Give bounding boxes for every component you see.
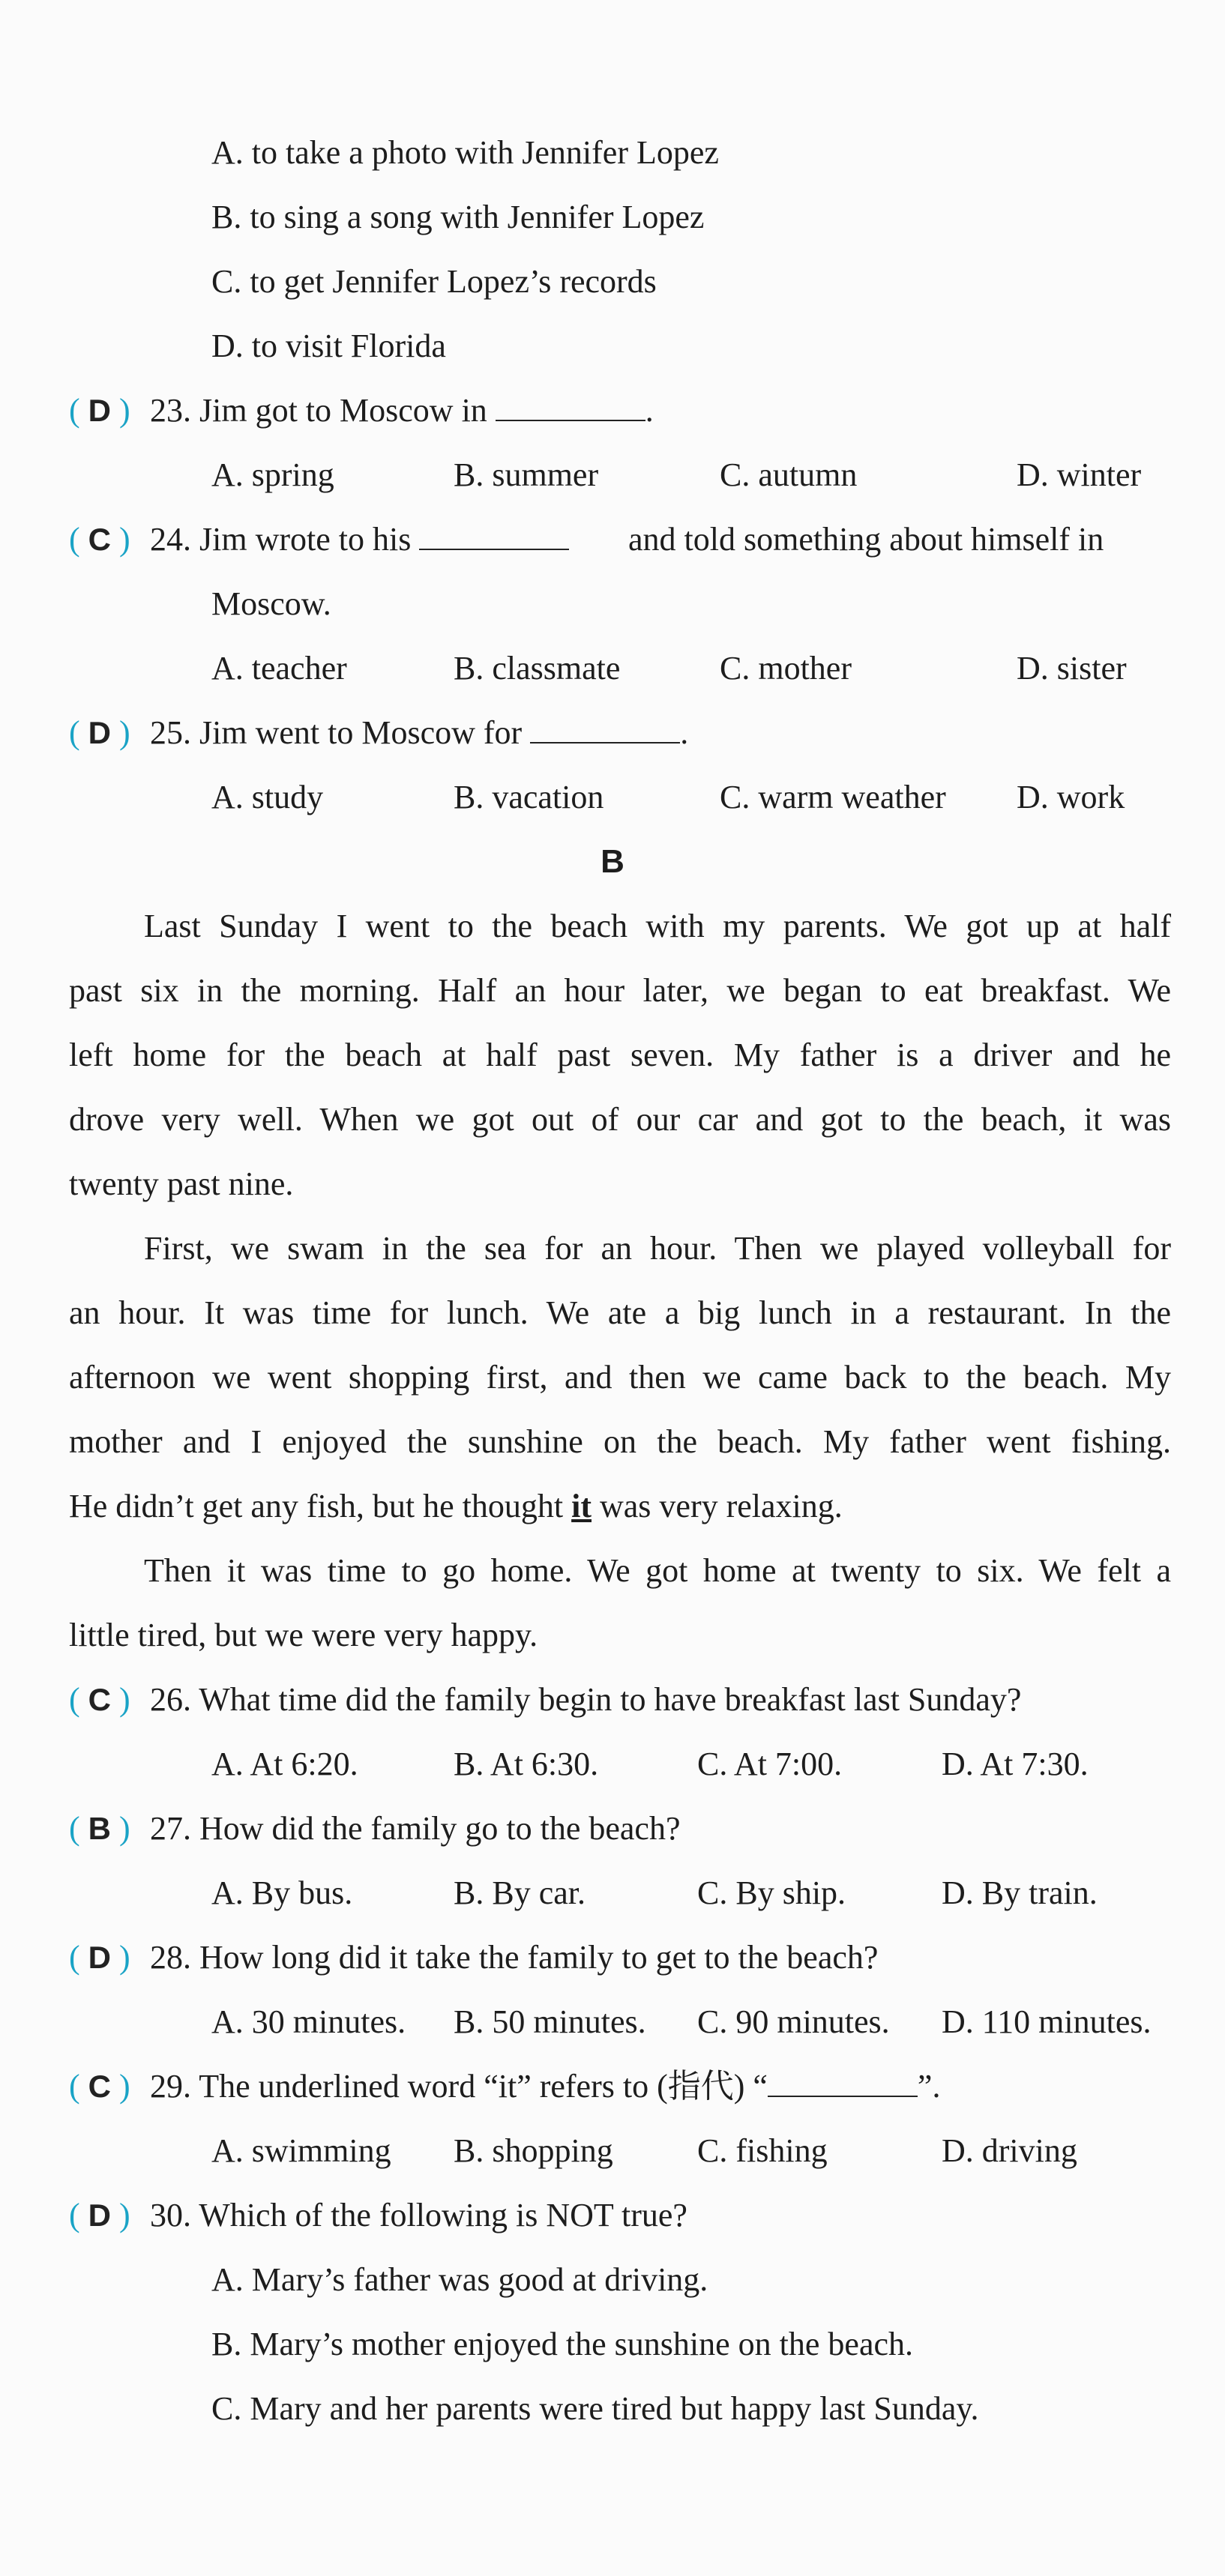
option-a: A. study — [211, 779, 324, 815]
option-b: B. summer — [454, 456, 599, 493]
option-d: D. sister — [1017, 650, 1127, 687]
option-b: B. At 6:30. — [454, 1746, 599, 1782]
answer-blank — [530, 714, 680, 743]
option-b: B. vacation — [454, 779, 604, 815]
answer-bracket: ( C ) — [69, 521, 130, 558]
question-stem: 27. How did the family go to the beach? — [150, 1810, 681, 1847]
passage-line: mother and I enjoyed the sunshine on the beach. My father went fishing. — [69, 1423, 1171, 1460]
option-a: A. swimming — [211, 2132, 391, 2169]
option-c: C. At 7:00. — [697, 1746, 843, 1782]
passage-line: left home for the beach at half past seven. My father is a driver and he — [69, 1037, 1171, 1073]
option-b: B. 50 minutes. — [454, 2003, 646, 2040]
option-c: C. 90 minutes. — [697, 2003, 890, 2040]
passage-line: Then it was time to go home. We got home at twenty to six. We felt a — [144, 1552, 1171, 1589]
option-d: D. winter — [1017, 456, 1142, 493]
answer-blank — [768, 2067, 918, 2097]
option-b: B. Mary’s mother enjoyed the sunshine on the beach. — [211, 2326, 914, 2362]
option-c: C. warm weather — [720, 779, 946, 815]
passage-line: First, we swam in the sea for an hour. Then we played volleyball for — [144, 1230, 1171, 1267]
option-text: D. to visit Florida — [211, 328, 446, 364]
option-text: A. to take a photo with Jennifer Lopez — [211, 134, 719, 171]
option-a: A. 30 minutes. — [211, 2003, 406, 2040]
option-c: C. By ship. — [697, 1874, 846, 1911]
answer-bracket: ( C ) — [69, 1681, 130, 1718]
passage-line: Last Sunday I went to the beach with my parents. We got up at half — [144, 908, 1171, 944]
passage-line: twenty past nine. — [69, 1165, 294, 1202]
question-stem: 28. How long did it take the family to get to the beach? — [150, 1939, 879, 1976]
option-a: A. At 6:20. — [211, 1746, 358, 1782]
question-stem: 30. Which of the following is NOT true? — [150, 2197, 687, 2233]
answer-blank — [419, 520, 569, 550]
option-b: B. By car. — [454, 1874, 586, 1911]
option-text: C. to get Jennifer Lopez’s records — [211, 263, 657, 300]
option-c: C. mother — [720, 650, 852, 687]
option-d: D. 110 minutes. — [942, 2003, 1152, 2040]
passage-line: little tired, but we were very happy. — [69, 1617, 538, 1653]
passage-line: past six in the morning. Half an hour later, we began to eat breakfast. We — [69, 972, 1171, 1009]
option-d: D. At 7:30. — [942, 1746, 1089, 1782]
option-b: B. shopping — [454, 2132, 613, 2169]
option-a: A. teacher — [211, 650, 347, 687]
question-stem-cont: and told something about himself in — [628, 521, 1104, 558]
passage-line: an hour. It was time for lunch. We ate a big lunch in a restaurant. In the — [69, 1294, 1171, 1331]
option-c: C. fishing — [697, 2132, 828, 2169]
question-stem: 23. Jim got to Moscow in . — [150, 392, 654, 429]
option-c: C. autumn — [720, 456, 858, 493]
option-text: B. to sing a song with Jennifer Lopez — [211, 199, 705, 235]
answer-blank — [496, 391, 645, 421]
answer-bracket: ( B ) — [69, 1810, 130, 1847]
question-stem: 24. Jim wrote to his — [150, 517, 569, 562]
question-stem: 26. What time did the family begin to have breakfast last Sunday? — [150, 1681, 1022, 1718]
question-stem-wrap: Moscow. — [211, 585, 331, 622]
option-d: D. By train. — [942, 1874, 1098, 1911]
passage-line: afternoon we went shopping first, and then we came back to the beach. My — [69, 1359, 1171, 1396]
option-b: B. classmate — [454, 650, 621, 687]
answer-bracket: ( D ) — [69, 392, 130, 429]
option-a: A. spring — [211, 456, 334, 493]
section-title: B — [601, 843, 624, 880]
underlined-word: it — [571, 1488, 592, 1524]
answer-bracket: ( D ) — [69, 2197, 130, 2233]
option-a: A. Mary’s father was good at driving. — [211, 2261, 708, 2298]
option-a: A. By bus. — [211, 1874, 353, 1911]
question-stem: 25. Jim went to Moscow for . — [150, 714, 689, 751]
answer-bracket: ( C ) — [69, 2068, 130, 2105]
option-c: C. Mary and her parents were tired but happy last Sunday. — [211, 2390, 979, 2427]
passage-line: He didn’t get any fish, but he thought it was very relaxing. — [69, 1488, 843, 1524]
option-d: D. work — [1017, 779, 1125, 815]
answer-bracket: ( D ) — [69, 714, 130, 751]
answer-bracket: ( D ) — [69, 1939, 130, 1976]
option-d: D. driving — [942, 2132, 1077, 2169]
passage-line: drove very well. When we got out of our car and got to the beach, it was — [69, 1101, 1171, 1138]
question-stem: 29. The underlined word “it” refers to (指代) “ ”. — [150, 2068, 941, 2105]
